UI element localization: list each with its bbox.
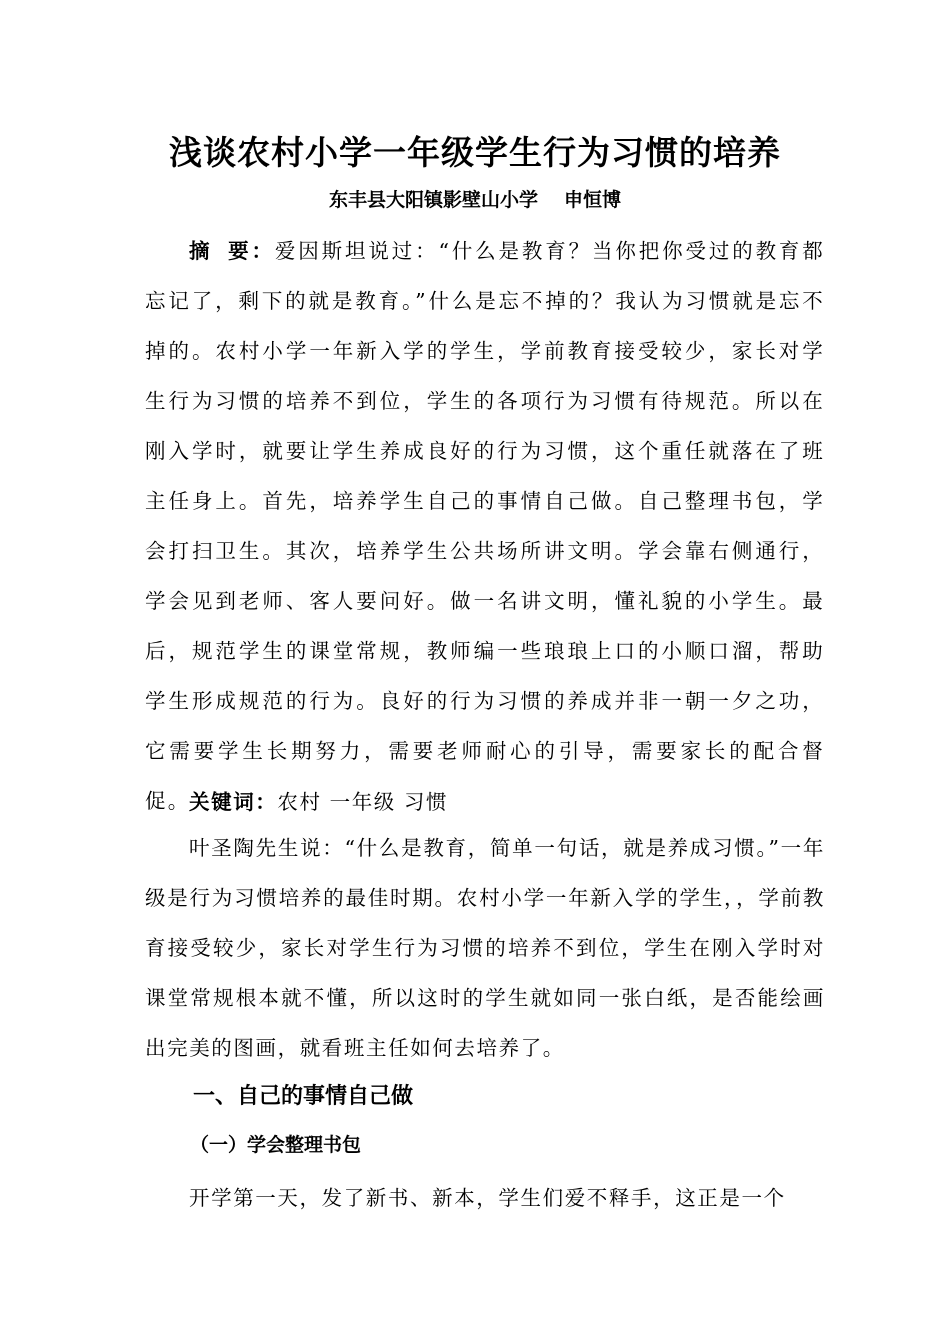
keyword-item: 习惯 xyxy=(403,790,449,814)
section-heading: 一、自己的事情自己做 xyxy=(193,1084,414,1109)
abstract-paragraph xyxy=(145,226,825,826)
author-name: 申恒博 xyxy=(564,189,622,211)
author-line xyxy=(0,185,950,215)
keyword-item: 一年级 xyxy=(329,790,396,814)
keyword-item: 农村 xyxy=(277,790,322,814)
keywords-line xyxy=(145,777,825,827)
intro-paragraph: 叶圣陶先生说：“什么是教育，简单一句话，就是养成习惯。”一年级是行为习惯培养的最佳时期。农村小学一年新入学的学生，，学前教育接受较少，家长对学生行为习惯的培养不到位，学生在刚入学时对课堂常规根本就不懂，所以这时的学生就如同一张白纸，是否能绘画出完美的图画，就看班主任如何去培养了。 xyxy=(145,836,825,1060)
subsection-paragraph: 开学第一天，发了新书、新本，学生们爱不释手，这正是一个 xyxy=(189,1186,786,1210)
abstract-label-second: 要： xyxy=(228,239,275,263)
subsection-heading: （一）学会整理书包 xyxy=(190,1134,362,1156)
author-affiliation: 东丰县大阳镇影壁山小学 xyxy=(328,189,538,211)
document-title: 浅谈农村小学一年级学生行为习惯的培养 xyxy=(169,133,781,172)
abstract-text: 爱因斯坦说过：“什么是教育？当你把你受过的教育都忘记了，剩下的就是教育。”什么是忘不掉的？我认为习惯就是忘不掉的。农村小学一年新入学的学生，学前教育接受较少，家长对学生行为习惯的培养不到位，学生的各项行为习惯有待规范。所以在刚入学时，就要让学生养成良好的行为习惯，这个重任就落在了班主任身上。首先，培养学生自己的事情自己做。自己整理书包，学会打扫卫生。其次，培养学生公共场所讲文明。学会靠右侧通行，学会见到老师、客人要问好。做一名讲文明，懂礼貌的小学生。最后，规范学生的课堂常规，教师编一些琅琅上口的小顺口溜，帮助学生形成规范的行为。良好的行为习惯的养成并非一朝一夕之功，它需要学生长期努力，需要老师耐心的引导，需要家长的配合督促。 xyxy=(145,239,825,813)
abstract-label-first: 摘 xyxy=(189,239,229,263)
keywords-label: 关键词： xyxy=(189,790,278,814)
